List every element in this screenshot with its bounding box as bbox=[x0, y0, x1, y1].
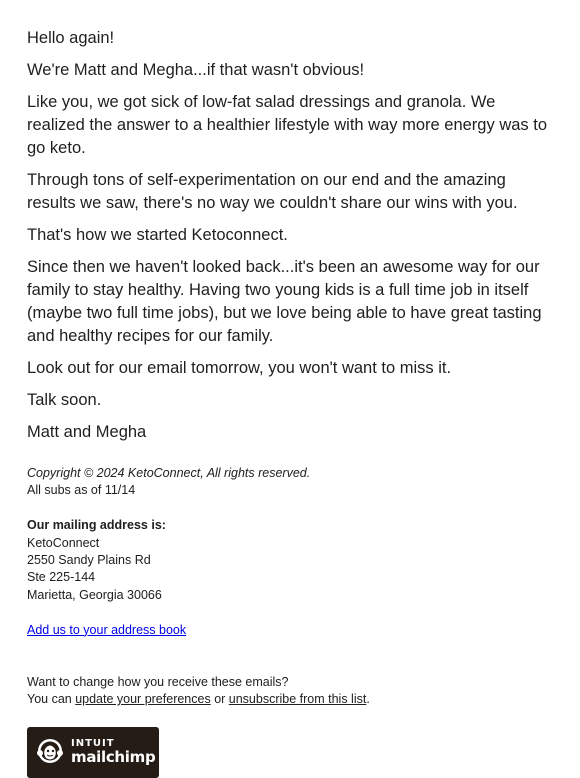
address-city: Marietta, Georgia 30066 bbox=[27, 587, 162, 602]
mailchimp-word: mailchimp bbox=[71, 748, 156, 767]
closing-line: Talk soon. bbox=[27, 391, 102, 409]
mailchimp-freddie-icon bbox=[35, 735, 65, 769]
unsubscribe-link[interactable]: unsubscribe from this list bbox=[228, 692, 367, 707]
greeting: Hello again! bbox=[27, 29, 115, 47]
address-street: 2550 Sandy Plains Rd bbox=[27, 553, 151, 568]
change-prompt: Want to change how you receive these emails? bbox=[27, 674, 289, 689]
signature: Matt and Megha bbox=[27, 423, 147, 441]
period-text: . bbox=[366, 692, 370, 707]
intro-paragraph: We're Matt and Megha...if that wasn't obvious! bbox=[27, 61, 365, 79]
mailchimp-badge[interactable] bbox=[27, 727, 159, 778]
add-to-address-book-link[interactable]: Add us to your address book bbox=[27, 622, 187, 637]
preferences-row bbox=[27, 691, 553, 708]
origin-paragraph: That's how we started Ketoconnect. bbox=[27, 226, 288, 244]
address-book-row bbox=[27, 622, 553, 639]
address-company: KetoConnect bbox=[27, 535, 100, 550]
story-paragraph: Like you, we got sick of low-fat salad dressings and granola. We realized the answer to a healthier lifestyle with way more energy was to go keto. bbox=[27, 93, 547, 157]
intuit-word: INTUIT bbox=[71, 738, 115, 750]
experiment-paragraph: Through tons of self-experimentation on our end and the amazing results we saw, there's no way we couldn't share our wins with you. bbox=[27, 171, 518, 212]
subs-note: All subs as of 11/14 bbox=[27, 483, 136, 498]
or-text: or bbox=[210, 692, 229, 707]
email-footer bbox=[0, 465, 580, 709]
spacer bbox=[27, 604, 553, 621]
you-can-text: You can bbox=[27, 692, 76, 707]
spacer bbox=[27, 500, 553, 517]
mailing-address-heading: Our mailing address is: bbox=[27, 518, 166, 533]
mailchimp-wordmark bbox=[71, 738, 155, 766]
family-paragraph: Since then we haven't looked back...it's been an awesome way for our family to stay healthy. Having two young kids is a full time job in itself (maybe two full time jobs), but we love being able to have great tasting and healthy recipes for our family. bbox=[27, 258, 542, 345]
spacer bbox=[27, 639, 553, 674]
update-preferences-link[interactable]: update your preferences bbox=[75, 692, 211, 707]
address-suite: Ste 225-144 bbox=[27, 570, 96, 585]
copyright-text: Copyright © 2024 KetoConnect, All rights reserved. bbox=[27, 466, 311, 480]
teaser-paragraph: Look out for our email tomorrow, you won't want to miss it. bbox=[27, 359, 452, 377]
